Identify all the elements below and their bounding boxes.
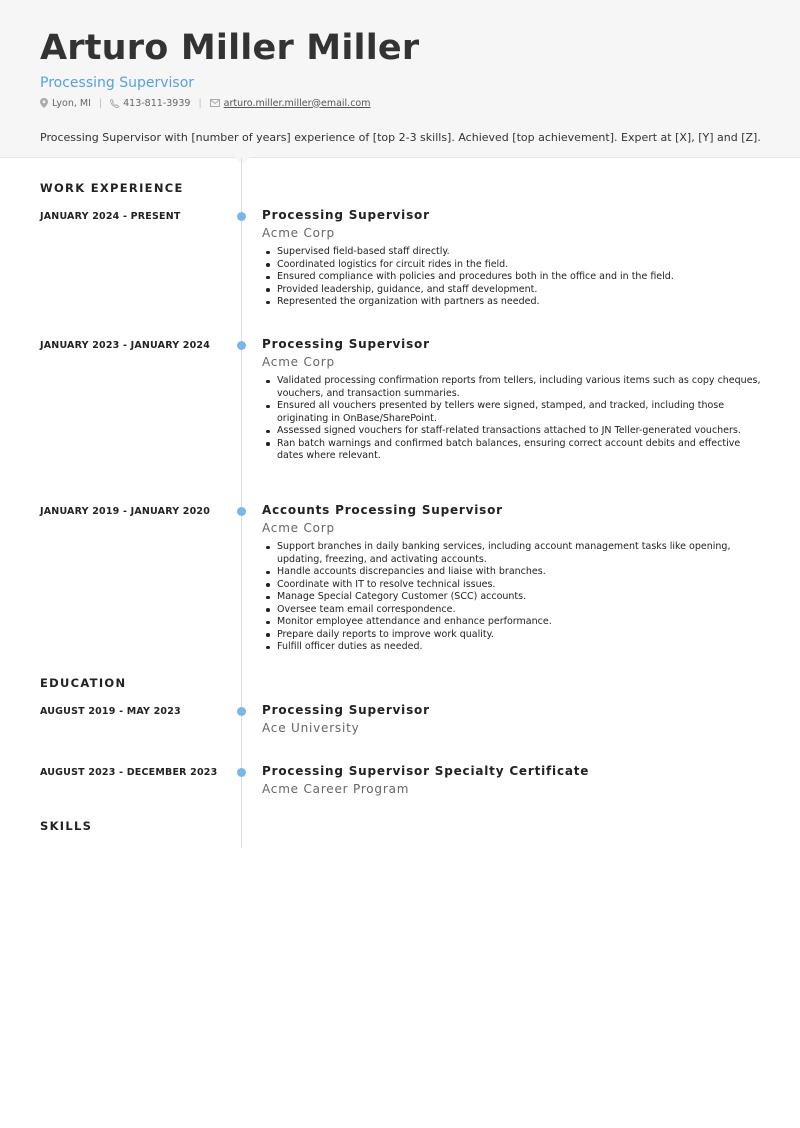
entry-bullet-list bbox=[262, 541, 762, 654]
list-item: Assessed signed vouchers for staff-related transactions attached to JN Teller-generated vouchers. bbox=[262, 425, 762, 438]
list-item: Represented the organization with partners as needed. bbox=[262, 296, 762, 309]
list-item: Handle accounts discrepancies and liaise with branches. bbox=[262, 566, 762, 579]
entry-organization: Acme Career Program bbox=[262, 782, 410, 796]
entry-date: JANUARY 2023 - JANUARY 2024 bbox=[40, 340, 211, 351]
list-item: Prepare daily reports to improve work quality. bbox=[262, 629, 762, 642]
section-title-education: EDUCATION bbox=[40, 676, 127, 690]
contact-info bbox=[40, 96, 370, 110]
entry-date: AUGUST 2023 - DECEMBER 2023 bbox=[40, 767, 218, 778]
entry-organization: Acme Corp bbox=[262, 521, 335, 535]
header-notch bbox=[234, 157, 250, 165]
list-item: Coordinate with IT to resolve technical issues. bbox=[262, 579, 762, 592]
entry-date: JANUARY 2019 - JANUARY 2020 bbox=[40, 506, 211, 517]
list-item: Ensured all vouchers presented by tellers were signed, stamped, and tracked, including those originating in OnBase/SharePoint. bbox=[262, 400, 762, 425]
entry-role: Processing Supervisor Specialty Certificate bbox=[262, 764, 590, 778]
timeline-dot bbox=[237, 507, 246, 516]
phone-icon bbox=[110, 99, 119, 108]
entry-organization: Acme Corp bbox=[262, 226, 335, 240]
envelope-icon bbox=[210, 99, 220, 107]
list-item: Ran batch warnings and confirmed batch balances, ensuring correct account debits and effective dates where relevant. bbox=[262, 438, 762, 463]
list-item: Validated processing confirmation reports from tellers, including various items such as copy cheques, vouchers, and transaction summaries. bbox=[262, 375, 762, 400]
candidate-title: Processing Supervisor bbox=[40, 75, 195, 91]
contact-divider: | bbox=[198, 97, 202, 109]
entry-bullet-list bbox=[262, 375, 762, 463]
timeline-dot bbox=[237, 341, 246, 350]
email-link[interactable]: arturo.miller.miller@email.com bbox=[223, 97, 371, 109]
location-pin-icon bbox=[40, 98, 48, 108]
list-item: Ensured compliance with policies and procedures both in the office and in the field. bbox=[262, 271, 762, 284]
timeline-dot bbox=[237, 768, 246, 777]
timeline-dot bbox=[237, 707, 246, 716]
list-item: Supervised field-based staff directly. bbox=[262, 246, 762, 259]
timeline-line bbox=[241, 158, 242, 848]
section-title-work-experience: WORK EXPERIENCE bbox=[40, 181, 184, 195]
entry-role: Accounts Processing Supervisor bbox=[262, 503, 503, 517]
entry-date: JANUARY 2024 - PRESENT bbox=[40, 211, 181, 222]
list-item: Manage Special Category Customer (SCC) accounts. bbox=[262, 591, 762, 604]
resume-header bbox=[0, 0, 800, 158]
entry-role: Processing Supervisor bbox=[262, 337, 430, 351]
candidate-name: Arturo Miller Miller bbox=[40, 28, 420, 68]
location-text: Lyon, MI bbox=[52, 97, 91, 109]
entry-organization: Ace University bbox=[262, 721, 360, 735]
section-title-skills: SKILLS bbox=[40, 819, 93, 833]
list-item: Provided leadership, guidance, and staff development. bbox=[262, 284, 762, 297]
list-item: Monitor employee attendance and enhance performance. bbox=[262, 616, 762, 629]
list-item: Oversee team email correspondence. bbox=[262, 604, 762, 617]
list-item: Fulfill officer duties as needed. bbox=[262, 641, 762, 654]
list-item: Coordinated logistics for circuit rides in the field. bbox=[262, 259, 762, 272]
entry-organization: Acme Corp bbox=[262, 355, 335, 369]
profile-summary: Processing Supervisor with [number of years] experience of [top 2-3 skills]. Achieved [top achievement]. Expert at [X], [Y] and [Z]. bbox=[40, 131, 761, 144]
timeline-dot bbox=[237, 212, 246, 221]
entry-bullet-list bbox=[262, 246, 762, 309]
entry-date: AUGUST 2019 - MAY 2023 bbox=[40, 706, 181, 717]
contact-divider: | bbox=[98, 97, 103, 109]
phone-text: 413-811-3939 bbox=[123, 97, 191, 109]
list-item: Support branches in daily banking services, including account management tasks like opening, updating, freezing, and activating accounts. bbox=[262, 541, 762, 566]
entry-role: Processing Supervisor bbox=[262, 703, 430, 717]
entry-role: Processing Supervisor bbox=[262, 208, 430, 222]
